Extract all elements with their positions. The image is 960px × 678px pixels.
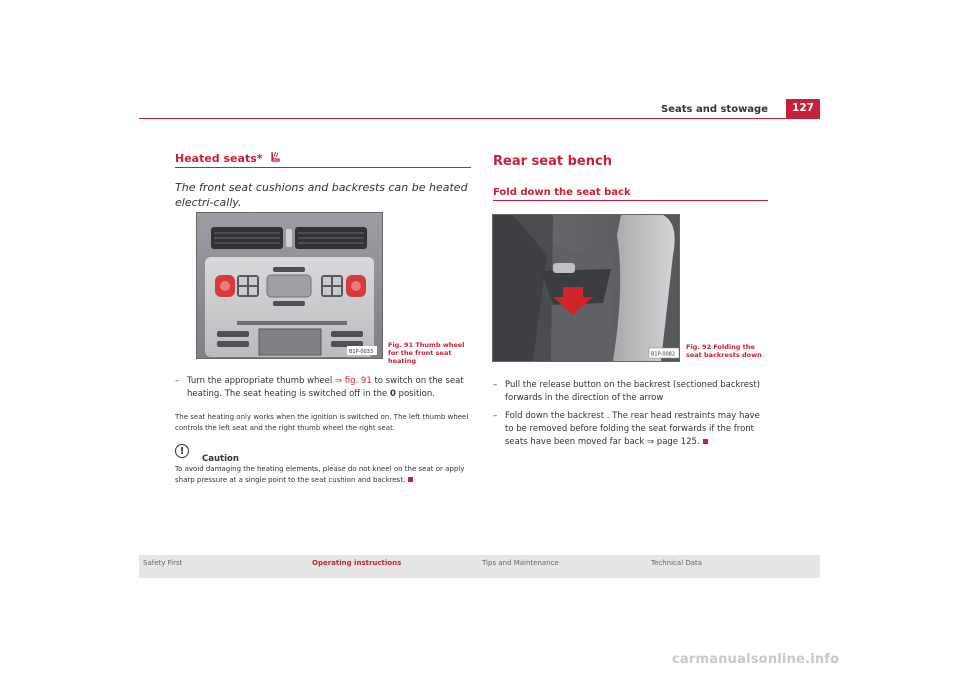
note-text: The seat heating only works when the ignition is switched on. The left thumb wheel controls the left seat and the right thumb wheel the right seat.	[175, 413, 469, 432]
page-number: 127	[786, 99, 820, 118]
figure-92-caption: Fig. 92 Folding the seat backrests down	[686, 343, 762, 359]
footer-item-operating-instructions[interactable]: Operating instructions	[312, 559, 402, 567]
section-title-text: Heated seats*	[175, 152, 263, 165]
step-text: Pull the release button on the backrest (sectioned backrest) forwards in the direction of the arrow	[505, 380, 761, 403]
step-dash: –	[175, 376, 180, 386]
figure-91-image	[196, 212, 383, 359]
dashboard-illustration	[197, 213, 382, 358]
caution-icon: !	[175, 444, 189, 458]
section-intro: The front seat cushions and backrests can be heated electri-cally.	[175, 181, 468, 209]
step-pull-release	[493, 379, 771, 405]
header-rule	[139, 118, 820, 119]
figure-91-code: B1P-0033	[349, 349, 374, 355]
subsection-title-fold-down: Fold down the seat back	[493, 187, 631, 198]
step-text-after: to switch on the seat heating. The seat heating is switched off in the	[187, 376, 464, 399]
section-title-rear-seat-bench: Rear seat bench	[493, 154, 612, 169]
section-title-heated-seats	[175, 150, 282, 165]
seat-heating-icon	[268, 150, 282, 164]
end-of-section-mark	[703, 439, 708, 444]
seat-backrest-illustration	[493, 215, 679, 361]
watermark: carmanualsonline.info	[672, 652, 840, 667]
footer-nav	[139, 555, 820, 578]
figure-91-link[interactable]: ⇒ fig. 91	[334, 376, 372, 386]
step-bold-zero: 0	[389, 389, 396, 399]
step-text-before: Turn the appropriate thumb wheel	[187, 376, 335, 386]
step-text-end: position.	[395, 389, 435, 399]
footer-item-technical-data[interactable]: Technical Data	[651, 559, 703, 567]
step-dash: –	[493, 380, 498, 390]
footer-item-tips-maintenance[interactable]: Tips and Maintenance	[482, 559, 559, 567]
footer-item-safety-first[interactable]: Safety First	[143, 559, 183, 567]
step-heated-seats	[175, 375, 473, 401]
step-dash: –	[493, 411, 498, 421]
step-fold-backrest	[493, 410, 771, 449]
figure-92-image	[492, 214, 680, 362]
caution-text	[175, 464, 471, 486]
caution-body: To avoid damaging the heating elements, please do not kneel on the seat or apply sharp pressure at a single point to the seat cushion and backrest.	[175, 465, 465, 484]
running-head: Seats and stowage	[661, 104, 768, 115]
caution-label: Caution	[202, 454, 239, 464]
figure-91-caption: Fig. 91 Thumb wheel for the front seat heating	[388, 341, 465, 365]
figure-92-code: B1P-0082	[651, 351, 676, 358]
section-rule	[175, 167, 471, 168]
subsection-rule	[493, 200, 768, 201]
end-of-section-mark	[408, 477, 413, 482]
step-text: Fold down the backrest . The rear head restraints may have to be removed before folding the seat forwards if the front seats have been moved far back ⇒ page 125.	[505, 411, 760, 447]
